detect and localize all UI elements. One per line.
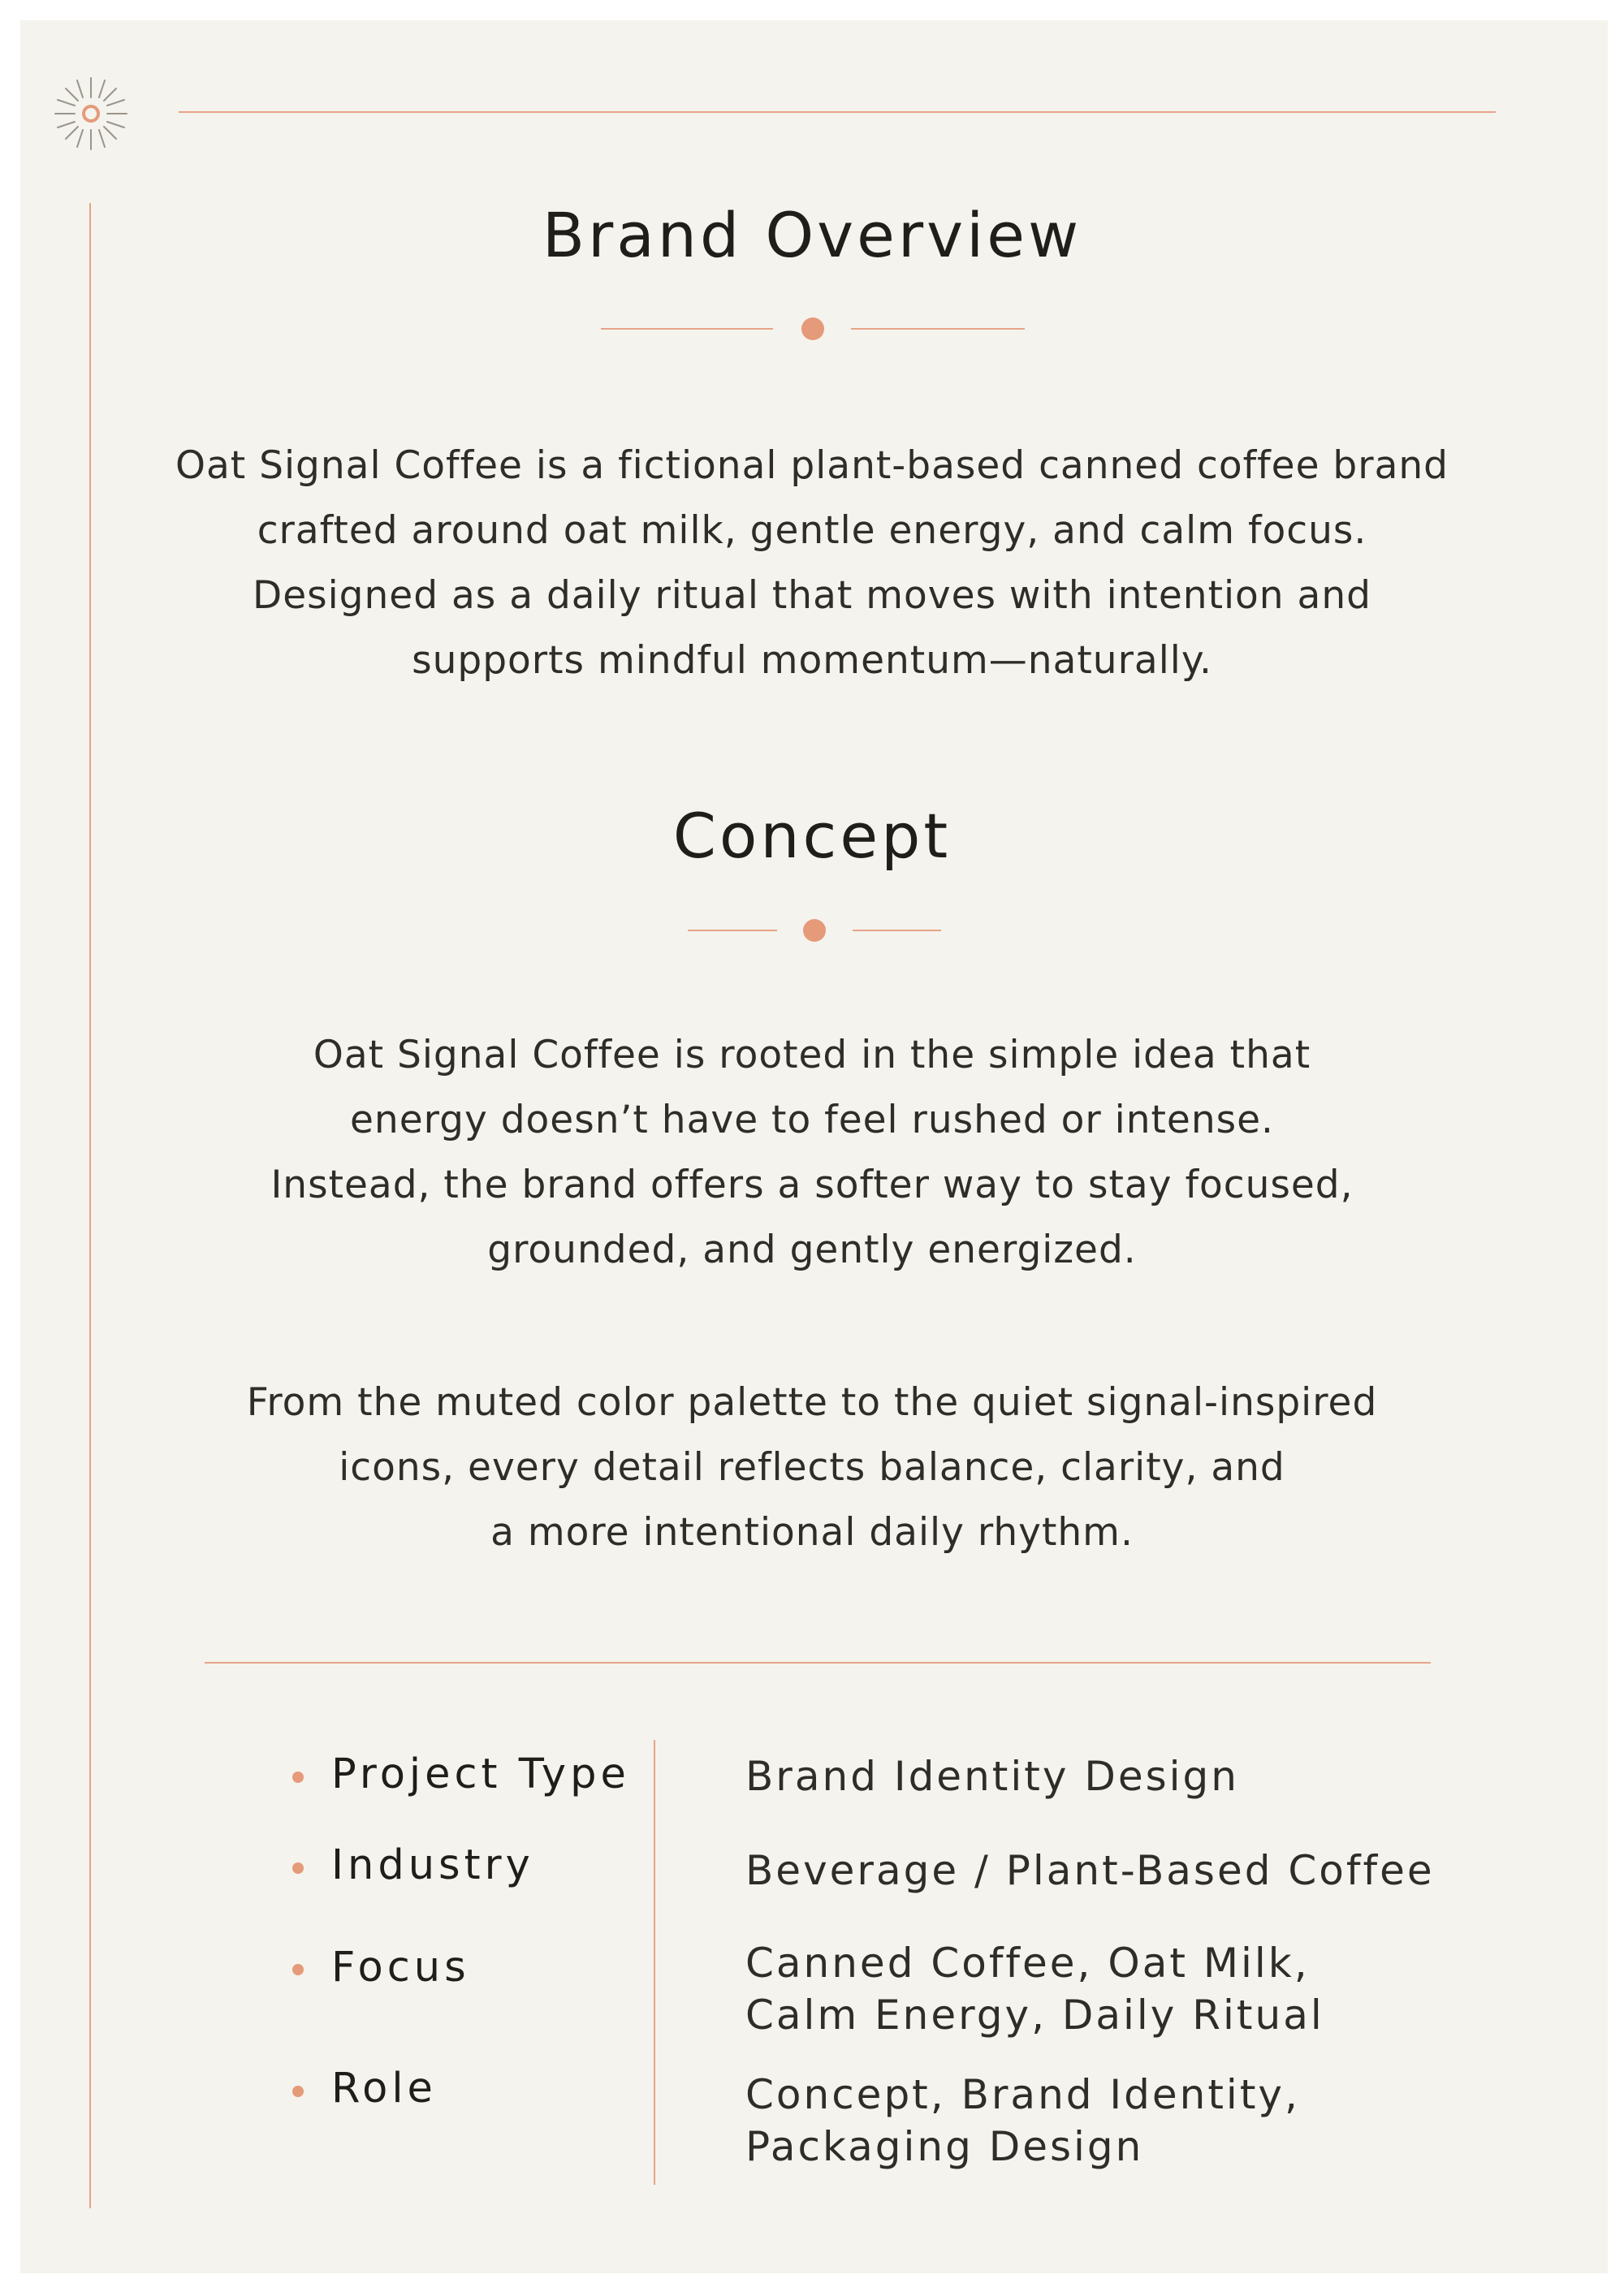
- overview-title: Brand Overview: [542, 199, 1082, 271]
- bullet-dot: [292, 1772, 304, 1783]
- overview-line: Designed as a daily ritual that moves with intention and: [253, 573, 1371, 618]
- detail-value-line: Beverage / Plant-Based Coffee: [745, 1847, 1435, 1894]
- concept-line: grounded, and gently energized.: [487, 1228, 1137, 1272]
- concept-paragraph-2: [122, 1370, 1502, 1565]
- overview-line: supports mindful momentum—naturally.: [412, 638, 1212, 683]
- ornament-dot: [803, 919, 826, 942]
- detail-value-line: Brand Identity Design: [745, 1753, 1239, 1800]
- detail-value-role: [745, 2069, 1300, 2173]
- detail-label-focus: Focus: [331, 1944, 470, 1992]
- ornament-dot: [801, 317, 824, 340]
- overview-text: [122, 434, 1502, 693]
- section-divider: [205, 1662, 1431, 1664]
- concept-line: Oat Signal Coffee is rooted in the simple idea that: [313, 1033, 1311, 1077]
- sun-icon: [50, 73, 132, 154]
- concept-paragraph-1: [122, 1023, 1502, 1283]
- detail-value-line: Concept, Brand Identity,: [745, 2071, 1300, 2118]
- details-column-divider: [654, 1740, 655, 2185]
- bullet-dot: [292, 1862, 304, 1874]
- overview-line: Oat Signal Coffee is a fictional plant-based canned coffee brand: [175, 443, 1449, 488]
- top-rule: [179, 111, 1496, 113]
- detail-value-industry: [745, 1845, 1435, 1897]
- detail-value-focus: [745, 1937, 1324, 2041]
- concept-line: a more intentional daily rhythm.: [490, 1510, 1134, 1555]
- overview-ornament: [601, 317, 1025, 340]
- side-rule: [89, 203, 91, 2208]
- overview-line: crafted around oat milk, gentle energy, and calm focus.: [257, 508, 1367, 553]
- detail-value-line: Packaging Design: [745, 2123, 1144, 2170]
- concept-ornament: [688, 919, 941, 942]
- concept-title: Concept: [672, 800, 952, 872]
- detail-value-line: Canned Coffee, Oat Milk,: [745, 1940, 1310, 1987]
- detail-label-role: Role: [331, 2065, 437, 2113]
- bullet-dot: [292, 1964, 304, 1975]
- detail-label-project-type: Project Type: [331, 1750, 630, 1798]
- bullet-dot: [292, 2086, 304, 2097]
- concept-line: Instead, the brand offers a softer way to stay focused,: [270, 1163, 1354, 1207]
- concept-line: From the muted color palette to the quiet signal-inspired: [246, 1380, 1378, 1425]
- concept-line: icons, every detail reflects balance, clarity, and: [339, 1445, 1285, 1490]
- detail-value-project-type: [745, 1750, 1239, 1802]
- detail-label-industry: Industry: [331, 1841, 534, 1889]
- concept-line: energy doesn’t have to feel rushed or intense.: [350, 1098, 1274, 1142]
- detail-value-line: Calm Energy, Daily Ritual: [745, 1992, 1324, 2039]
